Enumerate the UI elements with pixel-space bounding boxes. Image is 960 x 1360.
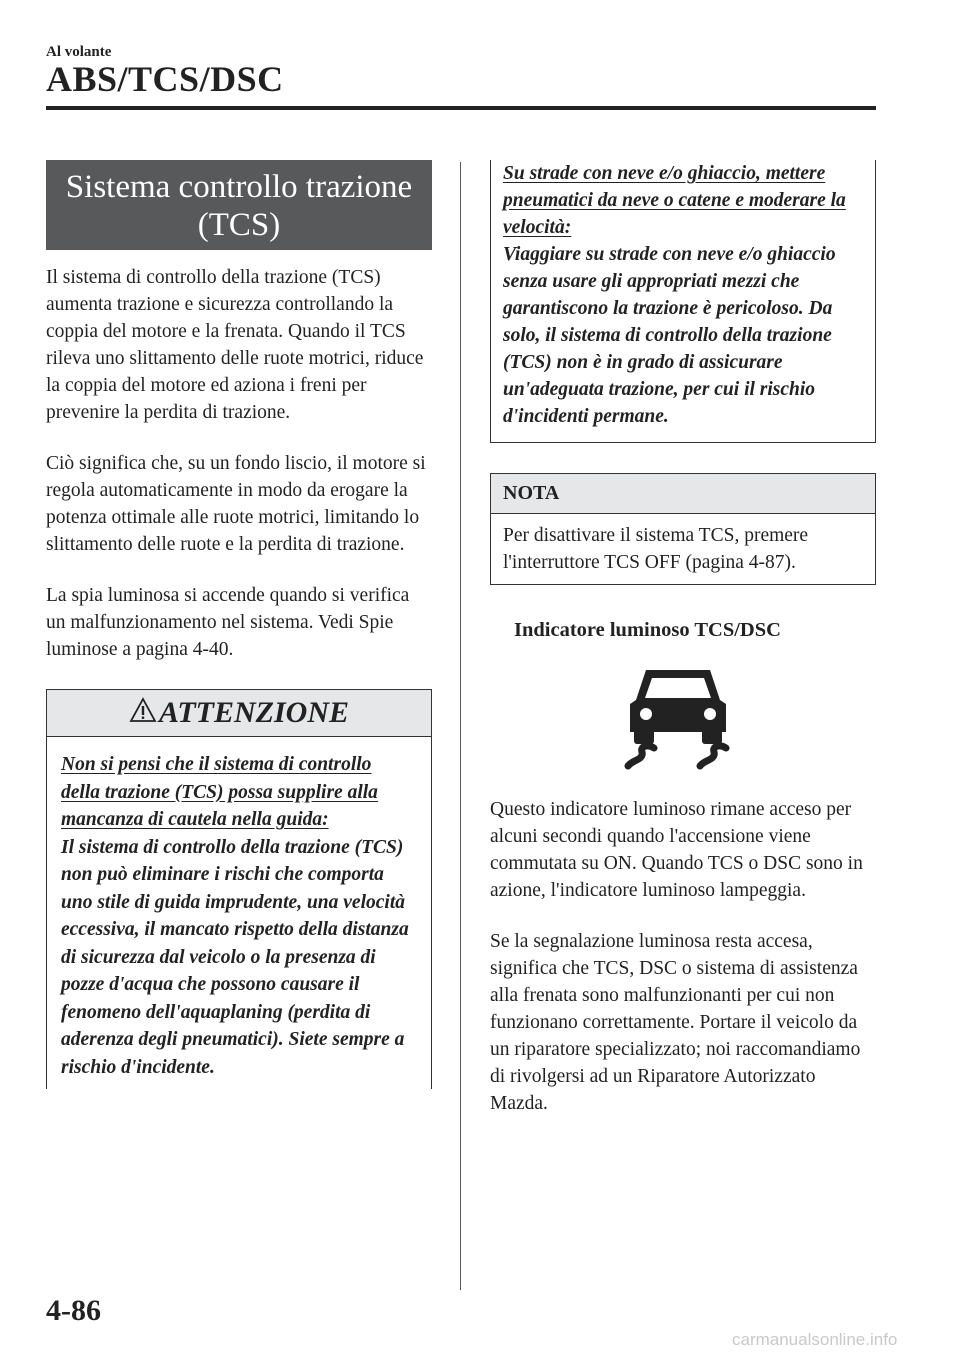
header-rule [46, 106, 876, 110]
watermark: carmanualsonline.info [732, 1330, 898, 1349]
column-divider [460, 162, 461, 1290]
caution-continuation-box [490, 160, 876, 443]
paragraph-slippery: Ciò significa che, su un fondo liscio, il motore si regola automaticamente in modo da erogare la potenza ottimale alle ruote motrici, limitando lo slittamento delle ruote e la perdita di trazione. [46, 453, 426, 555]
warning-header [47, 689, 431, 737]
section-label: Al volante [46, 44, 112, 60]
tcs-dsc-indicator-icon [618, 662, 738, 770]
warning-body-text: Il sistema di controllo della trazione (TCS) non può eliminare i rischi che comporta uno stile di guida imprudente, una velocità eccessiva, il mancato rispetto della distanza di sicurezza dal veicolo o la presenza di pozze d'acqua che possono causare il fenomeno dell'aquaplaning (perdita di aderenza degli pneumatici). Siete sempre a rischio d'incidente. [61, 836, 409, 1078]
caution-underlined-text: Su strade con neve e/o ghiaccio, mettere pneumatici da neve o catene e moderare la velocità: [503, 163, 846, 238]
paragraph-intro: Il sistema di controllo della trazione (TCS) aumenta trazione e sicurezza controllando la coppia del motore e la frenata. Quando il TCS rileva uno slittamento delle ruote motrici, riduce la coppia del motore ed aziona i freni per prevenire la perdita di trazione. [46, 267, 424, 423]
paragraph-indicator-on: Questo indicatore luminoso rimane acceso per alcuni secondi quando l'accensione viene commutata su ON. Quando TCS o DSC sono in azione, l'indicatore luminoso lampeggia. [490, 799, 863, 901]
paragraph-indicator-stays-on: Se la segnalazione luminosa resta accesa, significa che TCS, DSC o sistema di assistenza alla frenata sono malfunzionanti per cui non funzionano correttamente. Portare il veicolo da un riparatore specializzato; noi raccomandiamo di rivolgersi ad un Riparatore Autorizzato Mazda. [490, 931, 861, 1114]
section-heading-line1: Sistema controllo trazione [65, 169, 413, 205]
right-column [490, 160, 876, 1117]
page-number: 4-86 [46, 1294, 101, 1327]
note-title: NOTA [491, 474, 875, 514]
note-box [490, 473, 876, 585]
caution-body-text: Viaggiare su strade con neve e/o ghiaccio senza usare gli appropriati mezzi che garantiscono la trazione è pericoloso. Da solo, il sistema di controllo della trazione (TCS) non è in grado di assicurare un'adeguata trazione, per cui il rischio d'incidenti permane. [503, 244, 836, 427]
section-heading-line2: (TCS) [197, 207, 281, 243]
warning-triangle-icon [129, 697, 157, 723]
warning-title: ATTENZIONE [158, 696, 350, 729]
warning-box [46, 689, 432, 1089]
note-body: Per disattivare il sistema TCS, premere l'interruttore TCS OFF (pagina 4-87). [503, 525, 809, 573]
warning-body [47, 737, 431, 1089]
indicator-heading: Indicatore luminoso TCS/DSC [514, 619, 781, 641]
page-title: ABS/TCS/DSC [46, 59, 284, 99]
section-heading [46, 160, 432, 250]
left-column [46, 160, 432, 1089]
warning-underlined-text: Non si pensi che il sistema di controllo della trazione (TCS) possa supplire alla mancanza di cautela nella guida: [61, 754, 378, 830]
paragraph-warning-light: La spia luminosa si accende quando si verifica un malfunzionamento nel sistema. Vedi Spie luminose a pagina 4-40. [46, 585, 410, 660]
